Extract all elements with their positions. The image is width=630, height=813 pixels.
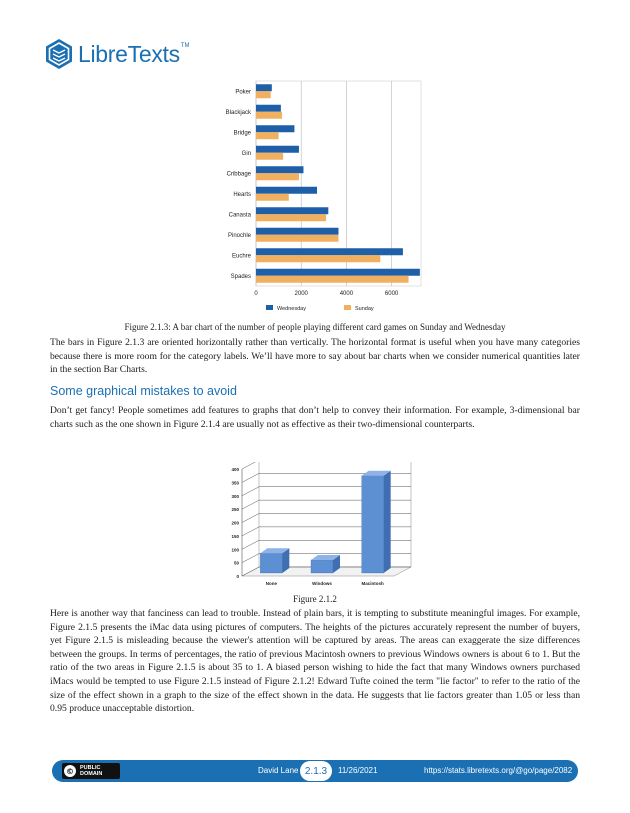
category-label: Spades: [230, 273, 251, 280]
libretexts-logo-icon: [44, 38, 74, 70]
footer-date: 11/26/2021: [338, 766, 378, 775]
bar-wednesday: [256, 269, 420, 276]
bar-wednesday: [256, 187, 317, 194]
x-tick-label: 0: [254, 291, 258, 297]
badge-line1: PUBLIC: [80, 765, 101, 771]
brand-trademark: TM: [180, 43, 190, 49]
public-domain-badge[interactable]: [62, 763, 120, 779]
bar-sunday: [256, 214, 326, 221]
y-tick-label: 200: [231, 520, 239, 526]
y-tick-label: 100: [231, 547, 239, 553]
paragraph-horizontal-bars: The bars in Figure 2.1.3 are oriented horizontally rather than vertically. The horizontal format is useful when you have many categories because there is more room for the category labels. We’ll have more to say about bar charts when we consider numerical quantities later in the section Bar Charts.: [50, 337, 580, 376]
category-label: Cribbage: [226, 171, 251, 178]
footer-url[interactable]: https://stats.libretexts.org/@go/page/2082: [424, 766, 573, 775]
category-label: Pinochle: [227, 232, 251, 239]
badge-line2: DOMAIN: [80, 771, 103, 777]
page-footer: [52, 760, 578, 782]
legend-label: Wednesday: [277, 306, 306, 312]
bar-front: [260, 553, 282, 573]
y-tick-label: 400: [231, 467, 239, 472]
y-tick-label: 350: [231, 480, 239, 486]
figure1-caption: [0, 322, 630, 332]
bar-front: [311, 560, 333, 573]
y-tick-label: 150: [231, 533, 239, 539]
x-tick-label: 2000: [294, 291, 308, 297]
imac-3d-bar-chart: [226, 462, 416, 590]
footer-page-number: 2.1.3: [300, 761, 332, 781]
x-tick-label: 6000: [384, 291, 399, 297]
bar-sunday: [256, 91, 271, 98]
category-label: Hearts: [233, 191, 251, 198]
card-games-bar-chart: [222, 78, 422, 318]
figure1-caption-text: : A bar chart of the number of people playing different card games on Sunday and Wednesday: [168, 322, 506, 332]
bar-wednesday: [256, 105, 281, 112]
bar-sunday: [256, 153, 283, 160]
bar-wednesday: [256, 207, 328, 214]
figure1-caption-label: Figure 2.1.3: [124, 322, 169, 332]
bar-wednesday: [256, 228, 339, 235]
bar-sunday: [256, 112, 282, 119]
brand-name: LibreTexts: [78, 40, 180, 67]
category-label: Poker: [235, 89, 251, 96]
bar-wednesday: [256, 248, 403, 255]
bar-sunday: [256, 132, 279, 139]
category-label: None: [265, 581, 277, 586]
y-tick-label: 250: [231, 507, 239, 513]
bar-sunday: [256, 255, 380, 262]
legend-swatch: [266, 305, 273, 310]
bar-front: [362, 476, 384, 573]
category-label: Blackjack: [225, 109, 251, 116]
category-label: Macintosh: [361, 581, 384, 586]
bar-wednesday: [256, 166, 303, 173]
legend-label: Sunday: [355, 306, 374, 312]
bar-sunday: [256, 276, 409, 283]
category-label: Canasta: [228, 212, 251, 219]
y-tick-label: 0: [236, 574, 239, 579]
bar-side: [384, 471, 391, 573]
y-tick-label: 50: [233, 560, 239, 566]
bar-wednesday: [256, 84, 272, 91]
bar-wednesday: [256, 125, 294, 132]
category-label: Gin: [241, 150, 251, 157]
public-domain-icon: ©: [66, 766, 74, 776]
legend-swatch: [344, 305, 351, 310]
bar-sunday: [256, 235, 339, 242]
section-heading: Some graphical mistakes to avoid: [50, 384, 237, 398]
category-label: Euchre: [231, 253, 251, 260]
libretexts-logo[interactable]: [44, 38, 190, 70]
figure2-caption: Figure 2.1.2: [293, 594, 337, 604]
bar-sunday: [256, 173, 299, 180]
bar-sunday: [256, 194, 289, 201]
footer-author: David Lane: [258, 766, 299, 775]
bar-wednesday: [256, 146, 299, 153]
paragraph-dont-get-fancy: Don’t get fancy! People sometimes add features to graphs that don’t help to convey their information. For example, 3-dimensional bar charts such as the one shown in Figure 2.1.4 are usually not as effective as their two-dimensional counterparts.: [50, 405, 580, 430]
category-label: Windows: [312, 581, 332, 586]
category-label: Bridge: [233, 130, 251, 137]
x-tick-label: 4000: [339, 291, 354, 297]
y-tick-label: 300: [231, 493, 239, 499]
paragraph-fanciness-trouble: Here is another way that fanciness can lead to trouble. Instead of plain bars, it is tempting to substitute meaningful images. For example, Figure 2.1.5 presents the iMac data using pictures of computers. The heights of the pictures accurately represent the number of buyers, yet Figure 2.1.5 is misleading because the viewer's attention will be captured by areas. The areas can exaggerate the size differences between the groups. In terms of percentages, the ratio of previous Macintosh owners to previous Windows owners is about 6 to 1. But the ratio of the two areas in Figure 2.1.5 is about 35 to 1. A biased person wishing to hide the fact that many Windows owners purchased iMacs would be tempted to use Figure 2.1.5 instead of Figure 2.1.2! Edward Tufte coined the term "lie factor" to refer to the ratio of the size of the effect shown in a graph to the size of the effect shown in the data. He suggests that lie factors greater than 1.05 or less than 0.95 produce unacceptable distortion.: [50, 608, 580, 715]
